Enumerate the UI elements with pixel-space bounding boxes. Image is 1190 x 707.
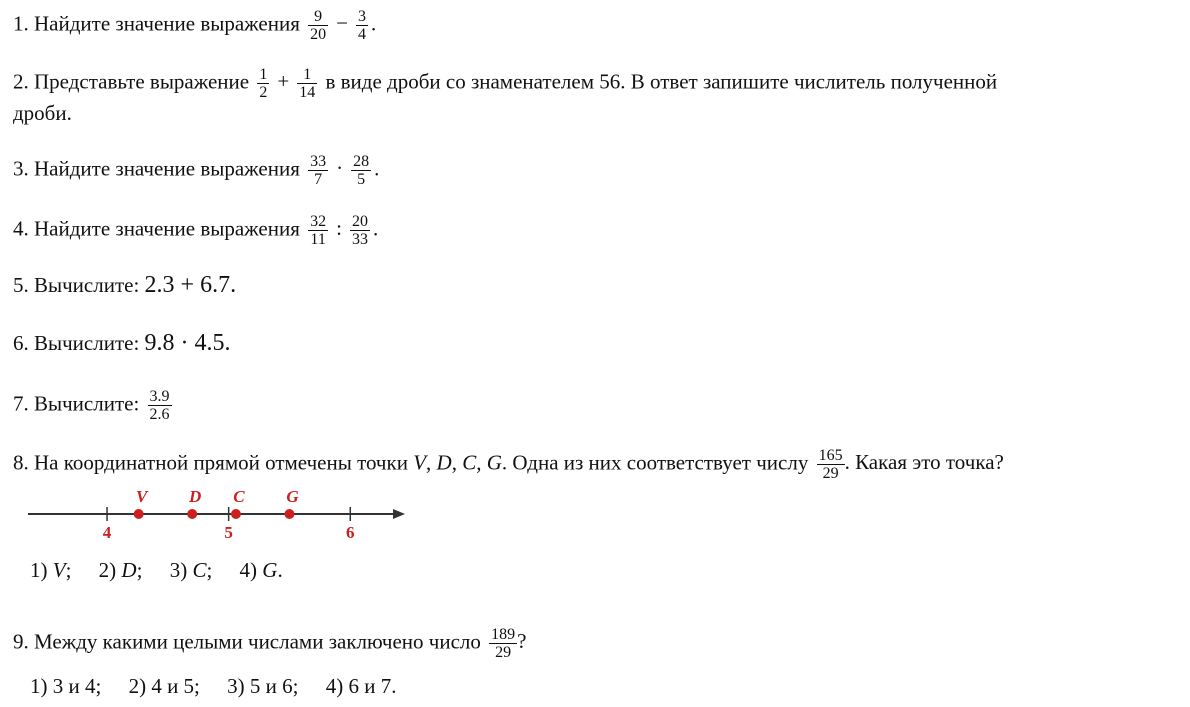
task-number: 1. <box>13 11 29 36</box>
point-name: V <box>413 450 427 475</box>
operator: : <box>336 216 342 241</box>
numerator: 165 <box>818 447 843 464</box>
point-label: G <box>286 487 299 506</box>
task-number: 5. <box>13 273 29 297</box>
denominator: 7 <box>314 171 323 188</box>
denominator: 4 <box>357 26 366 43</box>
punctuation: ? <box>517 629 527 654</box>
denominator: 11 <box>310 231 326 248</box>
fraction <box>257 66 269 101</box>
task-text: Между какими целыми числами заключено число <box>34 629 481 654</box>
point-marker <box>284 509 294 519</box>
task-3 <box>13 153 379 188</box>
numerator: 9 <box>308 8 328 26</box>
fraction <box>489 626 517 661</box>
fraction <box>817 447 845 482</box>
numerator: 28 <box>353 153 370 170</box>
fraction <box>297 66 317 101</box>
answer-option[interactable]: 1) 3 и 4; <box>30 674 102 698</box>
punctuation: . <box>374 156 380 181</box>
denominator: 29 <box>495 644 512 661</box>
task-5 <box>13 270 236 300</box>
denominator: 2 <box>259 84 268 101</box>
answer-option[interactable]: 2) D; <box>98 558 143 582</box>
operator: + <box>277 69 290 94</box>
number-line <box>0 480 430 542</box>
operator: − <box>336 11 348 36</box>
task-text: Вычислите: <box>34 331 140 355</box>
task-6 <box>13 328 231 358</box>
task-8: 8. На координатной прямой отмечены точки V, D, C, G. Одна из них соответствует числу $\frac{165}{29}$ . Какая это точка? <box>13 447 1004 482</box>
answer-option[interactable]: 3) 5 и 6; <box>227 674 299 698</box>
task-text: Представьте выражение <box>34 69 250 94</box>
punctuation: . <box>370 11 377 36</box>
task-number: 9. <box>13 629 29 654</box>
fraction <box>350 213 370 248</box>
answer-option-label: C <box>192 558 207 582</box>
task-number: 6. <box>13 331 29 355</box>
task-9-options <box>30 674 418 699</box>
task-2 <box>13 66 997 101</box>
expression: 9.8 · 4.5. <box>144 330 231 356</box>
point-name: G <box>486 450 502 475</box>
denominator: 33 <box>351 231 368 248</box>
numerator: 20 <box>351 213 368 230</box>
point-marker <box>187 509 197 519</box>
task-text: Найдите значение выражения <box>34 156 300 181</box>
answer-option-label: V <box>52 558 66 582</box>
task-1 <box>13 8 376 43</box>
task-number: 3. <box>13 156 29 181</box>
numerator: 1 <box>297 66 317 84</box>
answer-option[interactable]: 3) C; <box>169 558 213 582</box>
answer-option[interactable]: 4) 6 и 7. <box>325 674 397 698</box>
point-marker <box>134 509 144 519</box>
point-label: C <box>233 487 245 506</box>
task-text: в виде дроби со знаменателем 56. В ответ запишите числитель полученной <box>325 69 998 94</box>
task-7 <box>13 388 175 423</box>
task-text: На координатной прямой отмечены точки <box>34 450 408 475</box>
punctuation: . <box>372 216 379 241</box>
fraction <box>308 153 328 188</box>
task-text: Вычислите: <box>34 391 140 416</box>
point-name: D <box>436 450 452 475</box>
task-number: 4. <box>13 216 29 241</box>
answer-option[interactable]: 2) 4 и 5; <box>128 674 200 698</box>
point-name: C <box>462 450 477 475</box>
numerator: 33 <box>310 153 327 170</box>
numerator: 189 <box>491 626 516 643</box>
point-label: D <box>189 487 202 506</box>
denominator: 20 <box>310 26 327 43</box>
denominator: 5 <box>357 171 366 188</box>
numerator: 3 <box>357 8 366 25</box>
tick-label: 4 <box>102 523 112 542</box>
answer-option-label: D <box>121 558 137 582</box>
tick-label: 5 <box>224 523 233 542</box>
fraction <box>148 388 172 423</box>
answer-option-label: G <box>262 558 278 582</box>
point-marker <box>231 509 241 519</box>
answer-option[interactable]: 1) V; <box>30 558 72 582</box>
fraction <box>308 8 328 43</box>
numerator: 1 <box>259 66 268 83</box>
task-text: . Какая это точка? <box>844 450 1004 475</box>
tick-label: 6 <box>346 523 355 542</box>
denominator: 2.6 <box>149 406 170 423</box>
task-8-options <box>30 558 305 583</box>
task-number: 2. <box>13 69 29 94</box>
task-text: Вычислите: <box>34 273 140 297</box>
denominator: 29 <box>822 465 839 482</box>
task-9 <box>13 626 526 661</box>
task-2-line-2 <box>13 98 72 128</box>
task-text: дроби. <box>13 101 72 125</box>
expression: 2.3 + 6.7. <box>144 272 237 298</box>
fraction <box>351 153 371 188</box>
axis-arrow-icon <box>393 509 405 519</box>
task-text: . Одна из них соответствует числу <box>501 450 809 475</box>
numerator: 3.9 <box>149 388 170 405</box>
denominator: 14 <box>299 84 316 101</box>
numerator: 32 <box>310 213 327 230</box>
task-number: 7. <box>13 391 29 416</box>
operator: · <box>336 156 344 181</box>
answer-option[interactable]: 4) G. <box>239 558 283 582</box>
point-label: V <box>135 487 148 506</box>
task-4 <box>13 213 378 248</box>
task-number: 8. <box>13 450 29 475</box>
task-text: Найдите значение выражения <box>34 216 300 241</box>
fraction <box>308 213 328 248</box>
task-text: Найдите значение выражения <box>34 11 300 36</box>
fraction <box>356 8 368 43</box>
